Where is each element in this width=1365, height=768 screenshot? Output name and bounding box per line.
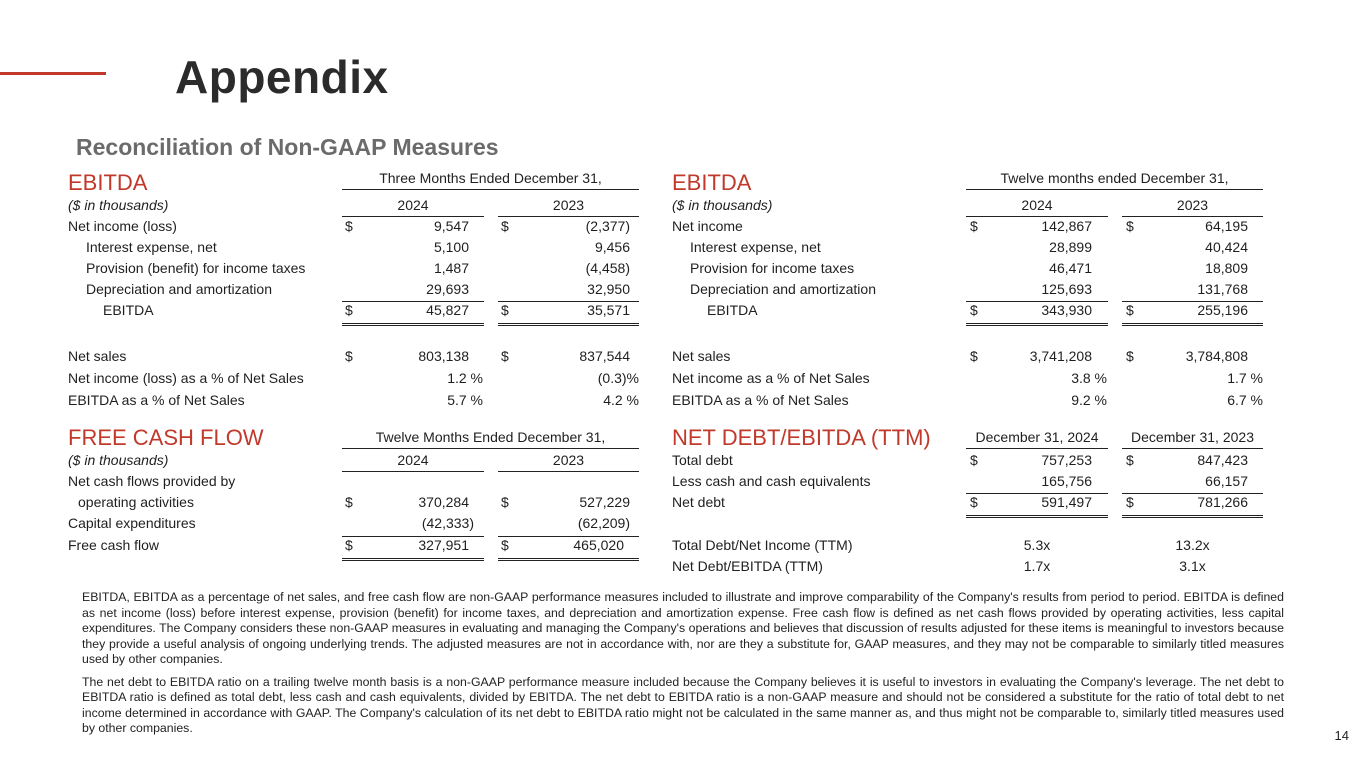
year-header: 2023: [498, 452, 639, 472]
row-label: Net income (loss) as a % of Net Sales: [68, 370, 304, 386]
row-label: EBITDA: [103, 302, 154, 318]
table-row: [672, 392, 1264, 413]
table-row-total: [672, 302, 1264, 323]
value-2024: 3.8 %: [1071, 370, 1107, 386]
row-label: Net Debt/EBITDA (TTM): [672, 558, 823, 574]
value-2023: 35,571: [587, 302, 630, 318]
section-heading: EBITDA: [672, 170, 752, 195]
table-row: [672, 452, 1264, 473]
table-row: [672, 281, 1264, 302]
units-label: ($ in thousands): [672, 197, 773, 213]
row-label: Interest expense, net: [86, 239, 217, 255]
value-2023: 9,456: [594, 239, 630, 255]
currency-symbol: $: [1126, 494, 1134, 510]
row-label: Free cash flow: [68, 537, 160, 553]
units-label: ($ in thousands): [68, 452, 169, 468]
value-2024: 803,138: [418, 348, 469, 364]
free-cash-flow-table: [68, 425, 640, 560]
value-2023: 527,229: [579, 494, 630, 510]
net-debt-ebitda-table: [672, 425, 1264, 585]
period-header: Twelve months ended December 31,: [966, 170, 1263, 190]
table-row-total: [672, 494, 1264, 515]
row-label: Depreciation and amortization: [690, 281, 876, 297]
value-2023: 1.7 %: [1227, 370, 1263, 386]
section-heading: FREE CASH FLOW: [68, 425, 264, 450]
row-label: EBITDA as a % of Net Sales: [68, 392, 245, 408]
year-header: 2023: [498, 197, 639, 217]
table-row: [672, 537, 1264, 558]
table-row: [68, 370, 640, 391]
period-header: Twelve Months Ended December 31,: [342, 429, 639, 449]
accent-rule: [0, 72, 106, 75]
value-2023: (0.3)%: [597, 370, 639, 386]
table-row: [68, 473, 640, 494]
value-2023: 66,157: [1205, 473, 1248, 489]
units-label: ($ in thousands): [68, 197, 169, 213]
year-header: 2023: [1122, 197, 1263, 217]
value-2024: 5.3x: [1023, 537, 1051, 553]
table-row: [68, 281, 640, 302]
value-2024: 1.7x: [1023, 558, 1051, 574]
row-label: Net income as a % of Net Sales: [672, 370, 870, 386]
row-label: Net income: [672, 218, 743, 234]
table-row: [68, 515, 640, 536]
currency-symbol: $: [1126, 348, 1134, 364]
value-2024: 327,951: [418, 537, 469, 553]
value-2023: 255,196: [1197, 302, 1248, 318]
value-2023: (2,377): [585, 218, 630, 234]
row-label: Interest expense, net: [690, 239, 821, 255]
currency-symbol: $: [970, 494, 978, 510]
currency-symbol: $: [970, 302, 978, 318]
year-header: 2024: [342, 197, 484, 217]
currency-symbol: $: [501, 494, 509, 510]
page-number: 14: [1334, 728, 1349, 743]
year-header: 2024: [966, 197, 1108, 217]
section-heading: EBITDA: [68, 170, 148, 195]
currency-symbol: $: [501, 302, 509, 318]
table-row: [68, 452, 640, 473]
row-label: Depreciation and amortization: [86, 281, 272, 297]
value-2024: 757,253: [1041, 452, 1092, 468]
value-2023: (4,458): [585, 260, 630, 276]
value-2024: 370,284: [418, 494, 469, 510]
ebitda-quarterly-table: [68, 170, 640, 415]
value-2024: 45,827: [426, 302, 469, 318]
currency-symbol: $: [501, 537, 509, 553]
value-2023: 18,809: [1205, 260, 1248, 276]
table-row: [672, 239, 1264, 260]
table-row: [68, 348, 640, 369]
table-row: [68, 392, 640, 413]
ebitda-ttm-table: [672, 170, 1264, 415]
row-label: Less cash and cash equivalents: [672, 473, 871, 489]
row-label: Total Debt/Net Income (TTM): [672, 537, 853, 553]
row-label: Net cash flows provided by: [68, 473, 236, 489]
row-label: Capital expenditures: [68, 515, 196, 531]
value-2024: 46,471: [1049, 260, 1092, 276]
table-row: [672, 558, 1264, 579]
table-row: [68, 197, 640, 218]
value-2023: 13.2x: [1175, 537, 1210, 553]
value-2023: 847,423: [1197, 452, 1248, 468]
value-2024: 165,756: [1041, 473, 1092, 489]
currency-symbol: $: [501, 218, 509, 234]
value-2023: 781,266: [1197, 494, 1248, 510]
table-row: [672, 260, 1264, 281]
value-2023: (62,209): [577, 515, 630, 531]
row-label: EBITDA: [707, 302, 758, 318]
currency-symbol: $: [970, 452, 978, 468]
value-2023: 3,784,808: [1185, 348, 1248, 364]
currency-symbol: $: [970, 218, 978, 234]
currency-symbol: $: [345, 218, 353, 234]
table-row: [672, 197, 1264, 218]
page-subtitle: Reconciliation of Non-GAAP Measures: [76, 134, 499, 160]
currency-symbol: $: [345, 537, 353, 553]
table-row-total: [68, 302, 640, 323]
row-label: Net debt: [672, 494, 725, 510]
value-2023: 40,424: [1205, 239, 1248, 255]
column-header-2023: December 31, 2023: [1122, 429, 1263, 449]
value-2024: 142,867: [1041, 218, 1092, 234]
table-row: [672, 348, 1264, 369]
value-2024: 5.7 %: [447, 392, 483, 408]
currency-symbol: $: [345, 348, 353, 364]
value-2023: 3.1x: [1179, 558, 1206, 574]
table-row: [672, 370, 1264, 391]
value-2023: 64,195: [1205, 218, 1248, 234]
footnote-net-debt: The net debt to EBITDA ratio on a trailing twelve month basis is a non-GAAP performance measure included because the Company believes it is useful to investors in evaluating the Company's leverage. The net debt to EBITDA ratio is defined as total debt, less cash and cash equivalents, divided by EBITDA. The net debt to EBITDA ratio is a non-GAAP measure and should not be considered a substitute for the ratio of total debt to net income determined in accordance with GAAP. The Company's calculation of its net debt to EBITDA ratio might not be calculated in the same manner as, and thus might not be comparable to, similarly titled measures used by other companies.: [82, 674, 1284, 735]
row-label: Net sales: [68, 348, 127, 364]
value-2024: 3,741,208: [1029, 348, 1092, 364]
value-2024: 343,930: [1041, 302, 1092, 318]
footnote-non-gaap: EBITDA, EBITDA as a percentage of net sales, and free cash flow are non-GAAP performance measures included to illustrate and improve comparability of the Company's results from period to period. EBITDA is defined as net income (loss) before interest expense, provision (benefit) for income taxes, and depreciation and amortization expense. Free cash flow is defined as net cash flows provided by operating activities, less capital expenditures. The Company considers these non-GAAP measures in evaluating and managing the Company's operations and believes that discussion of results adjusted for these items is meaningful to investors because they provide a useful analysis of ongoing underlying trends. The adjusted measures are not in accordance with, nor are they a substitute for, GAAP measures, and they may not be comparable to similarly titled measures used by other companies.: [82, 590, 1284, 666]
row-label: Net income (loss): [68, 218, 177, 234]
page-title: Appendix: [175, 51, 389, 103]
value-2023: 32,950: [587, 281, 630, 297]
value-2024: 125,693: [1041, 281, 1092, 297]
row-label: EBITDA as a % of Net Sales: [672, 392, 849, 408]
value-2023: 4.2 %: [603, 392, 639, 408]
row-label: Net sales: [672, 348, 731, 364]
value-2024: 9,547: [433, 218, 469, 234]
row-label: Provision for income taxes: [690, 260, 855, 276]
value-2024: 28,899: [1049, 239, 1092, 255]
table-row: [68, 494, 640, 515]
table-row: [68, 218, 640, 239]
section-heading: NET DEBT/EBITDA (TTM): [672, 425, 931, 450]
table-row-total: [68, 537, 640, 558]
table-row: [672, 473, 1264, 494]
value-2023: 6.7 %: [1227, 392, 1263, 408]
currency-symbol: $: [970, 348, 978, 364]
value-2024: 1,487: [433, 260, 469, 276]
currency-symbol: $: [345, 494, 353, 510]
value-2024: (42,333): [421, 515, 474, 531]
table-row: [68, 239, 640, 260]
value-2024: 5,100: [433, 239, 469, 255]
value-2024: 9.2 %: [1071, 392, 1107, 408]
footnotes: [82, 590, 1284, 744]
value-2024: 591,497: [1041, 494, 1092, 510]
value-2024: 1.2 %: [447, 370, 483, 386]
period-header: Three Months Ended December 31,: [342, 170, 639, 190]
column-header-2024: December 31, 2024: [966, 429, 1108, 449]
value-2023: 131,768: [1197, 281, 1248, 297]
row-label: Total debt: [672, 452, 733, 468]
table-row: [68, 260, 640, 281]
currency-symbol: $: [1126, 218, 1134, 234]
currency-symbol: $: [501, 348, 509, 364]
currency-symbol: $: [345, 302, 353, 318]
table-row: [672, 218, 1264, 239]
value-2023: 465,020: [573, 537, 624, 553]
row-label: operating activities: [78, 494, 194, 510]
year-header: 2024: [342, 452, 484, 472]
value-2024: 29,693: [426, 281, 469, 297]
row-label: Provision (benefit) for income taxes: [86, 260, 306, 276]
currency-symbol: $: [1126, 302, 1134, 318]
value-2023: 837,544: [579, 348, 630, 364]
currency-symbol: $: [1126, 452, 1134, 468]
